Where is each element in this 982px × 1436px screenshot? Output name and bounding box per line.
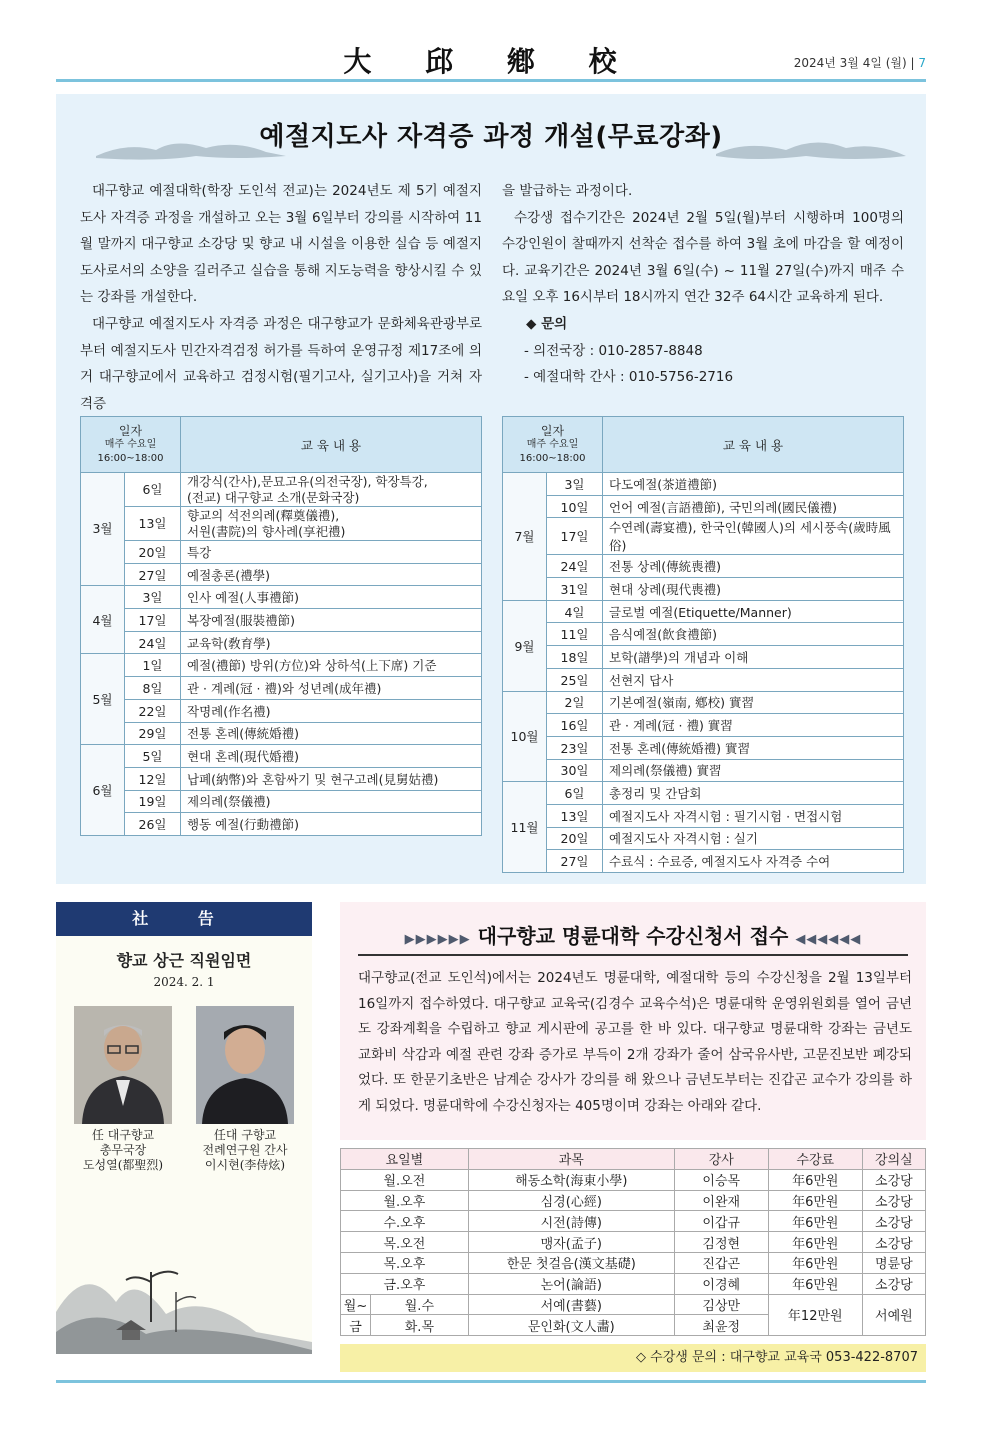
day-cell: 17일 — [125, 609, 181, 632]
paragraph: 대구향교 예절지도사 자격증 과정은 대구향교가 문화체육관광부로부터 예절지도사 민간자격검정 허가를 득하여 운영규정 제17조에 의거 대구향교에서 교육하고 검정시험(필기고사, 실기고사)을 거쳐 자격증 — [80, 315, 482, 412]
content-cell: 관 · 계례(冠 · 禮) 實習 — [603, 714, 904, 737]
article-body-right — [502, 178, 904, 391]
lecture-cell: 수.오후 — [341, 1211, 469, 1232]
day-cell: 20일 — [547, 827, 603, 850]
issue-date: 2024년 3월 4일 (월) | 7 — [793, 56, 926, 70]
schedule-row — [503, 600, 904, 623]
lecture-cell: 한문 첫걸음(漢文基礎) — [468, 1252, 674, 1273]
day-cell: 20일 — [125, 541, 181, 564]
schedule-row — [81, 631, 482, 654]
lecture-cell: 목.오전 — [341, 1232, 469, 1253]
content-cell: 작명례(作名禮) — [181, 699, 482, 722]
month-cell: 10월 — [503, 691, 547, 782]
lecture-cell: 심경(心經) — [468, 1190, 674, 1211]
lecture-cell: 이승목 — [674, 1169, 768, 1190]
header-content: 교 육 내 용 — [181, 417, 482, 473]
myeongryun-headline: ▶▶▶▶▶▶ 대구향교 명륜대학 수강신청서 접수 ◀◀◀◀◀◀ — [404, 924, 862, 948]
day-cell: 17일 — [547, 518, 603, 555]
lecture-cell: 年6만원 — [768, 1190, 862, 1211]
content-cell: 제의례(祭儀禮) 實習 — [603, 759, 904, 782]
content-cell: 예절(禮節) 방위(方位)와 상하석(上下席) 기준 — [181, 654, 482, 677]
schedule-row — [81, 507, 482, 541]
month-cell: 7월 — [503, 473, 547, 601]
lecture-cell: 소강당 — [862, 1169, 925, 1190]
day-cell: 24일 — [125, 631, 181, 654]
lecture-cell: 해동소학(海東小學) — [468, 1169, 674, 1190]
month-cell: 9월 — [503, 600, 547, 691]
content-cell: 복장예절(服裝禮節) — [181, 609, 482, 632]
schedule-row — [503, 714, 904, 737]
schedule-row — [81, 609, 482, 632]
schedule-row — [503, 578, 904, 601]
portrait-photo — [74, 1006, 172, 1124]
contact-line: - 의전국장 : 010-2857-8848 — [524, 342, 703, 359]
content-cell: 기본예절(嶺南, 鄕校) 實習 — [603, 691, 904, 714]
lecture-row — [341, 1211, 926, 1232]
day-cell: 25일 — [547, 668, 603, 691]
content-cell: 제의례(祭儀禮) — [181, 790, 482, 813]
notice-box — [56, 902, 312, 1354]
lecture-cell: 진갑곤 — [674, 1252, 768, 1273]
schedule-row — [81, 541, 482, 564]
schedule-row — [81, 722, 482, 745]
schedule-row — [503, 804, 904, 827]
header-date: 일자 매주 수요일 16:00~18:00 — [503, 417, 603, 473]
day-cell: 11일 — [547, 623, 603, 646]
month-cell: 6월 — [81, 745, 125, 836]
schedule-row — [503, 518, 904, 555]
lecture-cell: 시전(詩傳) — [468, 1211, 674, 1232]
day-cell: 18일 — [547, 646, 603, 669]
portrait-photo — [196, 1006, 294, 1124]
day-cell: 3일 — [125, 586, 181, 609]
month-cell: 3월 — [81, 473, 125, 586]
lecture-cell: 김상만 — [674, 1294, 768, 1315]
lecture-cell: 年6만원 — [768, 1169, 862, 1190]
lecture-cell: 소강당 — [862, 1190, 925, 1211]
day-cell: 16일 — [547, 714, 603, 737]
day-cell: 26일 — [125, 813, 181, 836]
schedule-row — [81, 745, 482, 768]
lecture-cell: 문인화(文人畵) — [468, 1315, 674, 1336]
notice-bar: 社 告 — [56, 902, 312, 936]
day-cell: 30일 — [547, 759, 603, 782]
content-cell: 선현지 답사 — [603, 668, 904, 691]
day-cell: 13일 — [125, 507, 181, 541]
contact-line: - 예절대학 간사 : 010-5756-2716 — [524, 369, 734, 386]
content-cell: 현대 상례(現代喪禮) — [603, 578, 904, 601]
schedule-row — [503, 759, 904, 782]
content-cell: 전통 혼례(傳統婚禮) — [181, 722, 482, 745]
lecture-cell: 논어(論語) — [468, 1273, 674, 1294]
content-cell: 예절총론(禮學) — [181, 563, 482, 586]
day-cell: 19일 — [125, 790, 181, 813]
schedule-row — [503, 827, 904, 850]
lecture-cell: 이갑규 — [674, 1211, 768, 1232]
lecture-cell: 명륜당 — [862, 1252, 925, 1273]
masthead — [56, 36, 926, 82]
schedule-row — [503, 623, 904, 646]
lecture-cell: 年6만원 — [768, 1252, 862, 1273]
lecture-cell: 금 — [341, 1315, 371, 1336]
day-cell: 3일 — [547, 473, 603, 496]
lecture-row — [341, 1252, 926, 1273]
lecture-header: 과목 — [468, 1149, 674, 1170]
schedule-table-left — [80, 416, 482, 836]
schedule-row — [503, 495, 904, 518]
content-cell: 보학(譜學)의 개념과 이해 — [603, 646, 904, 669]
page-number: 7 — [918, 56, 926, 70]
lecture-cell: 年6만원 — [768, 1211, 862, 1232]
header-date: 일자 매주 수요일 16:00~18:00 — [81, 417, 181, 473]
lecture-cell: 소강당 — [862, 1273, 925, 1294]
content-cell: 교육학(敎育學) — [181, 631, 482, 654]
day-cell: 4일 — [547, 600, 603, 623]
content-cell: 전통 혼례(傳統婚禮) 實習 — [603, 736, 904, 759]
contact-heading: ◆ 문의 — [526, 315, 568, 332]
lecture-row — [341, 1232, 926, 1253]
lecture-header: 강의실 — [862, 1149, 925, 1170]
day-cell: 24일 — [547, 555, 603, 578]
lecture-cell: 최윤정 — [674, 1315, 768, 1336]
schedule-row — [81, 677, 482, 700]
content-cell: 납폐(納幣)와 혼함싸기 및 현구고례(見舅姑禮) — [181, 767, 482, 790]
lecture-cell: 월~ — [341, 1294, 371, 1315]
content-cell: 개강식(간사),문묘고유(의전국장), 학장특강, (전교) 대구향교 소개(문화국장) — [181, 473, 482, 507]
content-cell: 행동 예절(行動禮節) — [181, 813, 482, 836]
content-cell: 현대 혼례(現代婚禮) — [181, 745, 482, 768]
lecture-header: 요일별 — [341, 1149, 469, 1170]
schedule-row — [503, 782, 904, 805]
lecture-cell: 월.오전 — [341, 1169, 469, 1190]
day-cell: 13일 — [547, 804, 603, 827]
lecture-cell: 목.오후 — [341, 1252, 469, 1273]
day-cell: 22일 — [125, 699, 181, 722]
content-cell: 언어 예절(言語禮節), 국민의례(國民儀禮) — [603, 495, 904, 518]
day-cell: 8일 — [125, 677, 181, 700]
day-cell: 27일 — [125, 563, 181, 586]
lecture-cell: 김정현 — [674, 1232, 768, 1253]
content-cell: 향교의 석전의례(釋奠儀禮), 서원(書院)의 향사례(享祀禮) — [181, 507, 482, 541]
schedule-row — [81, 699, 482, 722]
content-cell: 글로벌 예절(Etiquette/Manner) — [603, 600, 904, 623]
schedule-row — [503, 850, 904, 873]
content-cell: 특강 — [181, 541, 482, 564]
content-cell: 음식예절(飮食禮節) — [603, 623, 904, 646]
lecture-cell: 소강당 — [862, 1232, 925, 1253]
lecture-table — [340, 1148, 926, 1336]
content-cell: 총정리 및 간담회 — [603, 782, 904, 805]
lecture-header: 강사 — [674, 1149, 768, 1170]
schedule-row — [81, 767, 482, 790]
article-headline: 예절지도사 자격증 과정 개설(무료강좌) — [259, 122, 723, 152]
notice-date: 2024. 2. 1 — [153, 975, 215, 989]
schedule-row — [503, 691, 904, 714]
lecture-cell: 이경혜 — [674, 1273, 768, 1294]
schedule-row — [503, 646, 904, 669]
footer-contact: ◇ 수강생 문의 : 대구향교 교육국 053-422-8707 — [340, 1344, 926, 1372]
lecture-cell: 화.목 — [371, 1315, 469, 1336]
lecture-row — [341, 1190, 926, 1211]
schedule-row — [81, 813, 482, 836]
month-cell: 5월 — [81, 654, 125, 745]
header-content: 교 육 내 용 — [603, 417, 904, 473]
lecture-row — [341, 1294, 926, 1315]
article-panel — [56, 94, 926, 884]
myeongryun-article — [340, 902, 926, 1140]
lecture-cell: 월.수 — [371, 1294, 469, 1315]
newspaper-title: 大 邱 鄕 校 — [343, 45, 639, 78]
lecture-cell: 소강당 — [862, 1211, 925, 1232]
day-cell: 6일 — [125, 473, 181, 507]
person-caption: 任대 구향교 전례연구원 간사 이시현(李侍炫) — [202, 1128, 288, 1172]
ink-landscape-illustration — [56, 1202, 312, 1354]
day-cell: 31일 — [547, 578, 603, 601]
lecture-row — [341, 1169, 926, 1190]
day-cell: 23일 — [547, 736, 603, 759]
lecture-cell: 서예(書藝) — [468, 1294, 674, 1315]
schedule-row — [503, 668, 904, 691]
schedule-row — [81, 586, 482, 609]
myeongryun-body: 대구향교(전교 도인석)에서는 2024년도 명륜대학, 예절대학 등의 수강신청을 2월 13일부터 16일까지 접수하였다. 대구향교 교육국(김경수 교육수석)은 명륜대학 운영위원회를 열어 금년도 강좌계획을 수립하고 향교 게시판에 공고를 한 바 있다. 대구향교 명륜대학 강좌는 금년도 교화비 삭감과 예절 관련 강좌 증가로 부득이 2개 강좌가 줄어 삼국유사반, 고문진보반 폐강되었다. 또 한문기초반은 남계순 강사가 강의를 해 왔으나 금년도부터는 진갑곤 교수가 강의를 하게 되었다. 명륜대학에 수강신청자는 405명이며 강좌는 아래와 같다. — [358, 970, 912, 1114]
divider — [358, 954, 908, 956]
article-body-left — [80, 178, 482, 417]
lecture-cell: 年12만원 — [768, 1294, 862, 1336]
schedule-table-right — [502, 416, 904, 873]
lecture-cell: 年6만원 — [768, 1232, 862, 1253]
lecture-header: 수강료 — [768, 1149, 862, 1170]
day-cell: 1일 — [125, 654, 181, 677]
lecture-cell: 서예원 — [862, 1294, 925, 1336]
schedule-row — [81, 654, 482, 677]
lecture-cell: 맹자(孟子) — [468, 1232, 674, 1253]
lecture-row — [341, 1273, 926, 1294]
content-cell: 인사 예절(人事禮節) — [181, 586, 482, 609]
content-cell: 예절지도사 자격시험 : 실기 — [603, 827, 904, 850]
day-cell: 29일 — [125, 722, 181, 745]
schedule-row — [503, 555, 904, 578]
paragraph: 을 발급하는 과정이다. — [502, 183, 633, 199]
person-caption: 任 대구향교 총무국장 도성열(都聖烈) — [82, 1128, 164, 1172]
schedule-row — [81, 790, 482, 813]
content-cell: 예절지도사 자격시험 : 필기시험 · 면접시험 — [603, 804, 904, 827]
bottom-rule — [56, 1380, 926, 1383]
schedule-row — [503, 736, 904, 759]
lecture-cell: 年6만원 — [768, 1273, 862, 1294]
content-cell: 수료식 : 수료증, 예절지도사 자격증 수여 — [603, 850, 904, 873]
lecture-cell: 이완재 — [674, 1190, 768, 1211]
lecture-cell: 월.오후 — [341, 1190, 469, 1211]
paragraph: 수강생 접수기간은 2024년 2월 5일(월)부터 시행하며 100명의 수강인원이 찰때까지 선착순 접수를 하여 3월 초에 마감을 할 예정이다. 교육기간은 2024년 3월 6일(수) ~ 11월 27일(수)까지 매주 수요일 오후 16시부터 18시까지 연간 32주 64시간 교육하게 된다. — [502, 209, 904, 306]
notice-title: 향교 상근 직원임면 — [116, 951, 252, 970]
content-cell: 전통 상례(傳統喪禮) — [603, 555, 904, 578]
month-cell: 4월 — [81, 586, 125, 654]
day-cell: 27일 — [547, 850, 603, 873]
month-cell: 11월 — [503, 782, 547, 873]
day-cell: 6일 — [547, 782, 603, 805]
content-cell: 관 · 계례(冠 · 禮)와 성년례(成年禮) — [181, 677, 482, 700]
content-cell: 수연례(壽宴禮), 한국인(韓國人)의 세시풍속(歲時風俗) — [603, 518, 904, 555]
schedule-row — [503, 473, 904, 496]
day-cell: 2일 — [547, 691, 603, 714]
schedule-row — [81, 473, 482, 507]
day-cell: 10일 — [547, 495, 603, 518]
day-cell: 12일 — [125, 767, 181, 790]
schedule-row — [81, 563, 482, 586]
lecture-cell: 금.오후 — [341, 1273, 469, 1294]
day-cell: 5일 — [125, 745, 181, 768]
content-cell: 다도예절(茶道禮節) — [603, 473, 904, 496]
paragraph: 대구향교 예절대학(학장 도인석 전교)는 2024년도 제 5기 예절지도사 자격증 과정을 개설하고 오는 3월 6일부터 강의를 시작하여 11월 말까지 대구향교 소강당 및 향교 내 시설을 이용한 실습 등 예절지도사로서의 소양을 길러주고 실습을 통해 지도능력을 향상시킬 수 있는 강좌를 개설한다. — [80, 183, 482, 306]
